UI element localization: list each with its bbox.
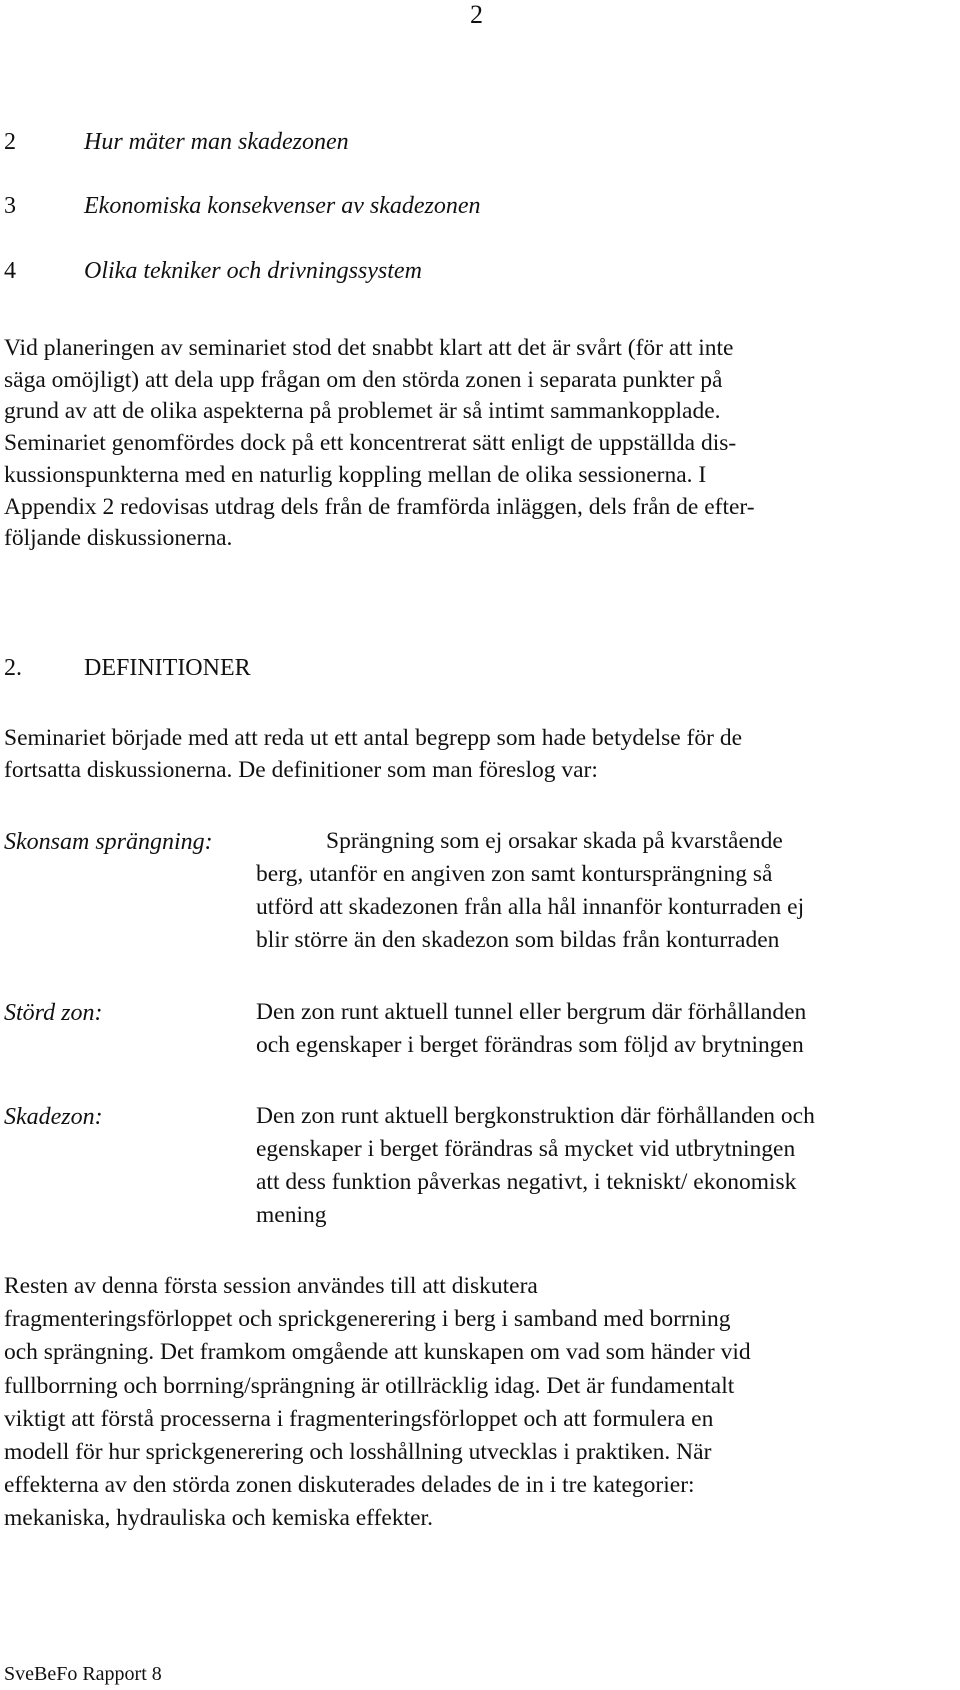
- definition-line: egenskaper i berget förändras så mycket vid utbrytningen: [256, 1136, 796, 1162]
- paragraph-line: mekaniska, hydrauliska och kemiska effekter.: [4, 1505, 433, 1532]
- definition-line: att dess funktion påverkas negativt, i tekniskt/ ekonomisk: [256, 1169, 797, 1195]
- definition-line: Den zon runt aktuell bergkonstruktion där förhållanden och: [256, 1103, 815, 1129]
- paragraph-line: effekterna av den störda zonen diskuterades delades de in i tre kategorier:: [4, 1472, 695, 1499]
- intro-paragraph: [4, 333, 944, 555]
- page-number: 2: [470, 0, 483, 29]
- definition-line: och egenskaper i berget förändras som följd av brytningen: [256, 1032, 804, 1058]
- definition-term: Skadezon:: [4, 1104, 103, 1130]
- paragraph-line: kussionspunkterna med en naturlig koppling mellan de olika sessionerna. I: [4, 461, 707, 488]
- definition-line: utförd att skadezonen från alla hål innanför konturraden ej: [256, 894, 805, 920]
- agenda-item-number: 4: [4, 258, 16, 284]
- definition-description: [256, 996, 956, 1062]
- closing-paragraph: [4, 1270, 944, 1536]
- agenda-item-number: 3: [4, 193, 16, 219]
- agenda-item-title: Olika tekniker och drivningssystem: [84, 258, 422, 284]
- definition-line: mening: [256, 1202, 327, 1228]
- section-number: 2.: [4, 655, 22, 681]
- agenda-item: [4, 127, 349, 157]
- agenda-item-title: Ekonomiska konsekvenser av skadezonen: [84, 193, 481, 219]
- paragraph-line: följande diskussionerna.: [4, 525, 233, 552]
- section-title: DEFINITIONER: [84, 655, 251, 681]
- section-heading: [4, 653, 251, 683]
- paragraph-line: Resten av denna första session användes till att diskutera: [4, 1273, 538, 1299]
- definition-line: berg, utanför en angiven zon samt kontursprängning så: [256, 861, 773, 887]
- paragraph-line: Seminariet började med att reda ut ett antal begrepp som hade betydelse för de: [4, 725, 743, 751]
- paragraph-line: säga omöjligt) att dela upp frågan om den störda zonen i separata punkter på: [4, 366, 723, 393]
- paragraph-line: modell för hur sprickgenerering och losshållning utvecklas i praktiken. När: [4, 1439, 712, 1466]
- agenda-item: [4, 256, 422, 286]
- definition-line: blir större än den skadezon som bildas från konturraden: [256, 927, 780, 953]
- definition-term: Störd zon:: [4, 1000, 103, 1026]
- definition-line: Den zon runt aktuell tunnel eller bergrum där förhållanden: [256, 999, 807, 1025]
- paragraph-line: fullborrning och borrning/sprängning är otillräcklig idag. Det är fundamentalt: [4, 1372, 735, 1399]
- definition-description: [256, 1100, 956, 1232]
- paragraph-line: och sprängning. Det framkom omgående att kunskapen om vad som händer vid: [4, 1339, 751, 1366]
- paragraph-line: Seminariet genomfördes dock på ett koncentrerat sätt enligt de uppställda dis-: [4, 430, 737, 457]
- definition-line: Sprängning som ej orsakar skada på kvarstående: [326, 828, 783, 854]
- paragraph-line: fortsatta diskussionerna. De definitioner som man föreslog var:: [4, 756, 598, 783]
- definition-description: [256, 825, 956, 957]
- paragraph-line: Appendix 2 redovisas utdrag dels från de framförda inläggen, dels från de efter-: [4, 493, 755, 520]
- paragraph-line: Vid planeringen av seminariet stod det snabbt klart att det är svårt (för att inte: [4, 335, 734, 361]
- agenda-item-number: 2: [4, 129, 16, 155]
- agenda-item: [4, 191, 481, 221]
- section-intro-paragraph: [4, 723, 944, 786]
- agenda-item-title: Hur mäter man skadezonen: [84, 129, 349, 155]
- definition-term: Skonsam sprängning:: [4, 829, 213, 855]
- paragraph-line: grund av att de olika aspekterna på problemet är så intimt sammankopplade.: [4, 398, 721, 425]
- paragraph-line: fragmenteringsförloppet och sprickgenerering i berg i samband med borrning: [4, 1306, 731, 1333]
- page-footer: SveBeFo Rapport 8: [4, 1663, 162, 1685]
- paragraph-line: viktigt att förstå processerna i fragmenteringsförloppet och att formulera en: [4, 1405, 714, 1432]
